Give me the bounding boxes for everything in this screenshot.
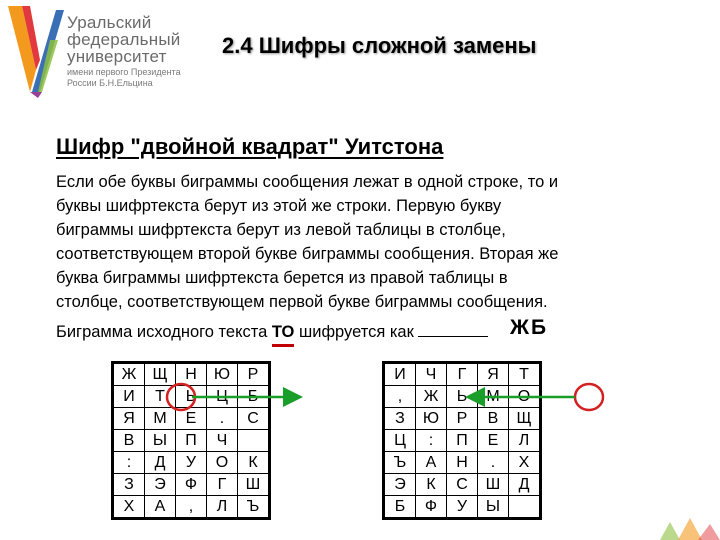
table-cell: В	[113, 430, 145, 452]
table-cell: Г	[207, 474, 238, 496]
table-cell: Ц	[384, 430, 416, 452]
table-cell: Р	[447, 408, 478, 430]
table-row	[384, 496, 541, 519]
table-cell: Т	[145, 386, 176, 408]
circle-source-o	[575, 384, 603, 410]
table-cell: Д	[509, 474, 541, 496]
table-row	[384, 408, 541, 430]
table-cell: К	[238, 452, 270, 474]
table-cell: Г	[447, 363, 478, 386]
table-row	[384, 386, 541, 408]
source-underline	[272, 344, 295, 347]
example-prefix: Биграмма исходного текста	[56, 323, 272, 341]
table-cell: З	[384, 408, 416, 430]
table-cell: .	[478, 452, 509, 474]
logo-sub-line-1: имени первого Президента	[67, 67, 181, 77]
table-cell: А	[145, 496, 176, 519]
table-cell: У	[176, 452, 207, 474]
table-cell: Л	[207, 496, 238, 519]
table-row	[113, 474, 270, 496]
table-cell: ,	[384, 386, 416, 408]
logo-sub	[67, 67, 181, 89]
slide-title: 2.4 Шифры сложной замены	[222, 33, 537, 58]
left-square-table	[111, 361, 271, 520]
table-cell: Ц	[207, 386, 238, 408]
table-cell: Н	[176, 363, 207, 386]
table-cell: Д	[145, 452, 176, 474]
table-row	[113, 408, 270, 430]
table-cell: Е	[176, 408, 207, 430]
table-cell: С	[238, 408, 270, 430]
paragraph-line: биграммы шифртекста берут из левой таблицы в столбце,	[56, 221, 506, 239]
table-row	[113, 363, 270, 386]
table-cell: Х	[113, 496, 145, 519]
table-cell: П	[176, 430, 207, 452]
university-logo	[0, 0, 205, 110]
table-cell: З	[113, 474, 145, 496]
table-cell: Ы	[145, 430, 176, 452]
table-cell: Б	[384, 496, 416, 519]
table-row	[113, 452, 270, 474]
table-cell: Е	[478, 430, 509, 452]
table-cell	[238, 430, 270, 452]
table-cell: Я	[478, 363, 509, 386]
table-cell: В	[478, 408, 509, 430]
table-cell: Я	[113, 408, 145, 430]
table-cell: Щ	[509, 408, 541, 430]
example-line	[56, 322, 488, 342]
table-cell: Ч	[416, 363, 447, 386]
table-cell: Ь	[447, 386, 478, 408]
example-middle: шифруется как	[294, 323, 419, 341]
table-cell: Ь	[176, 386, 207, 408]
table-cell: Ж	[416, 386, 447, 408]
table-cell: Н	[447, 452, 478, 474]
paragraph-line: Если обе буквы биграммы сообщения лежат в одной строке, то и	[56, 173, 559, 191]
section-heading: Шифр "двойной квадрат" Уитстона	[56, 134, 444, 159]
table-cell: А	[416, 452, 447, 474]
right-square-table	[382, 361, 542, 520]
table-cell: О	[509, 386, 541, 408]
table-row	[384, 474, 541, 496]
logo-line-3: университет	[67, 47, 167, 66]
table-cell: М	[145, 408, 176, 430]
source-bigram	[272, 323, 295, 341]
table-cell: Б	[238, 386, 270, 408]
table-row	[113, 430, 270, 452]
table-cell: Ш	[238, 474, 270, 496]
table-cell: Ъ	[238, 496, 270, 519]
logo-text	[67, 14, 181, 89]
table-cell: М	[478, 386, 509, 408]
table-cell: Ш	[478, 474, 509, 496]
table-cell: О	[207, 452, 238, 474]
table-cell: Ч	[207, 430, 238, 452]
table-cell: Т	[509, 363, 541, 386]
paragraph-line: буквы шифртекста берут из этой же строки. Первую букву	[56, 197, 502, 215]
table-cell: Х	[509, 452, 541, 474]
table-cell: :	[113, 452, 145, 474]
table-row	[384, 363, 541, 386]
table-cell	[509, 496, 541, 519]
table-cell: Р	[238, 363, 270, 386]
paragraph-line: буква биграммы шифртекста берется из правой таблицы в	[56, 269, 508, 287]
table-cell: И	[113, 386, 145, 408]
answer-blank	[418, 322, 488, 337]
corner-decoration	[650, 512, 720, 540]
table-cell: К	[416, 474, 447, 496]
table-row	[113, 496, 270, 519]
table-cell: .	[207, 408, 238, 430]
table-cell: Ъ	[384, 452, 416, 474]
logo-sub-line-2: России Б.Н.Ельцина	[67, 78, 153, 88]
table-cell: П	[447, 430, 478, 452]
table-cell: Ф	[416, 496, 447, 519]
logo-line-1: Уральский	[67, 13, 152, 32]
logo-mark-icon	[0, 0, 70, 100]
table-cell: С	[447, 474, 478, 496]
table-cell: У	[447, 496, 478, 519]
table-row	[113, 386, 270, 408]
paragraph-line: соответствующем второй букве биграммы сообщения. Вторая же	[56, 245, 559, 263]
table-cell: ,	[176, 496, 207, 519]
table-cell: Щ	[145, 363, 176, 386]
table-cell: Ж	[113, 363, 145, 386]
table-cell: Л	[509, 430, 541, 452]
table-cell: Ф	[176, 474, 207, 496]
source-bigram-text: ТО	[271, 323, 295, 341]
paragraph-line: столбце, соответствующем первой букве биграммы сообщения.	[56, 293, 548, 311]
table-cell: Ы	[478, 496, 509, 519]
table-cell: Ю	[207, 363, 238, 386]
table-cell: :	[416, 430, 447, 452]
table-cell: Ю	[416, 408, 447, 430]
table-row	[384, 452, 541, 474]
table-cell: И	[384, 363, 416, 386]
table-row	[384, 430, 541, 452]
table-cell: Э	[145, 474, 176, 496]
table-cell: Э	[384, 474, 416, 496]
description-paragraph	[56, 170, 676, 314]
logo-line-2: федеральный	[67, 30, 181, 49]
cipher-answer: ЖБ	[510, 316, 549, 339]
